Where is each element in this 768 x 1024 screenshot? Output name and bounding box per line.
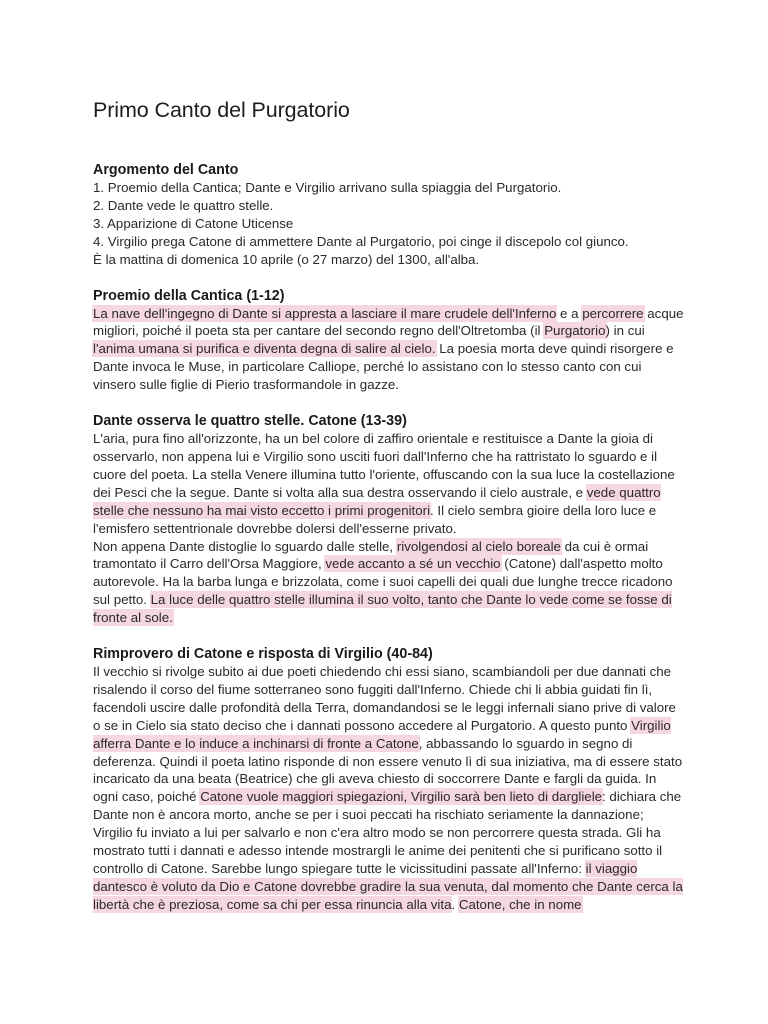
text-run: . <box>451 896 459 912</box>
highlighted-text: La nave dell'ingegno di Dante si appresta a lasciare il mare crudele dell'Inferno <box>93 305 557 321</box>
text-run: e a <box>556 305 583 321</box>
text-run: L'aria, pura fino all'orizzonte, ha un bel colore di zaffiro orientale e restituisce a Dante la gioia di osservarlo, non appena lui e Virgilio sono usciti fuori dall'Inferno che ha rattristato lo sguardo e il cuore del poeta. La stella Venere illumina tutto l'oriente, offuscando con la sua luce la costellazione dei Pesci che la segue. Dante si volta alla sua destra osservando il cielo australe, e <box>93 431 675 500</box>
section-body <box>93 663 685 914</box>
highlighted-text: Purgatorio <box>544 323 606 339</box>
section-rimprovero <box>93 645 685 914</box>
date-note: È la mattina di domenica 10 aprile (o 27 marzo) del 1300, all'alba. <box>93 251 480 267</box>
list-item: 1. Proemio della Cantica; Dante e Virgilio arrivano sulla spiaggia del Purgatorio. <box>93 180 562 195</box>
section-heading: Rimprovero di Catone e risposta di Virgilio (40-84) <box>93 646 433 663</box>
section-heading: Proemio della Cantica (1-12) <box>93 287 285 304</box>
text-run: da cui è ormai tramontato il Carro dell'Orsa Maggiore, <box>93 538 649 572</box>
text-run: Non appena Dante distoglie lo sguardo dalle stelle, <box>93 538 397 554</box>
highlighted-text: Virgilio afferra Dante e lo induce a inchinarsi di fronte a Catone <box>93 717 671 751</box>
section-heading: Dante osserva le quattro stelle. Catone (13-39) <box>93 413 407 430</box>
highlighted-text: il viaggio dantesco è voluto da Dio e Catone dovrebbe gradire la sua venuta, dal momento che Dante cerca la libertà che è preziosa, come sa chi per essa rinuncia alla vita <box>93 861 683 912</box>
highlighted-text: percorrere <box>582 305 644 321</box>
highlighted-text: vede quattro stelle che nessuno ha mai visto eccetto i primi progenitori <box>93 484 661 518</box>
text-run: . Il cielo sembra gioire della loro luce e l'emisfero settentrionale dovrebbe dolersi dell'esserne privato. <box>93 502 657 536</box>
highlighted-text: rivolgendosi al cielo boreale <box>396 538 561 554</box>
highlighted-text: vede accanto a sé un vecchio <box>325 556 501 572</box>
section-body <box>93 179 685 269</box>
highlighted-text: Catone, che in nome <box>458 896 582 912</box>
text-run: Il vecchio si rivolge subito ai due poeti chiedendo chi essi siano, scambiandoli per due dannati che risalendo il corso del fiume sotterraneo sono fuggiti dall'Inferno. Chiede chi li abbia guidati fin lì, facendoli uscire dalle profondità della Terra, domandandosi se le leggi infernali siano prive di valore o se in Cielo sia stato deciso che i dannati possono accedere al Purgatorio. A questo punto <box>93 664 676 733</box>
paragraph <box>93 663 685 914</box>
text-run: : dichiara che Dante non è ancora morto, anche se per i suoi peccati ha rischiato seriamente la dannazione; Virgilio fu inviato a lui per salvarlo e non c'era altro modo se non percorrere questa strada. Gli ha mostrato tutti i dannati e adesso intende mostrargli le anime dei penitenti che si purificano sotto il controllo di Catone. Sarebbe lungo spiegare tutte le vicissitudini passate all'Inferno: <box>93 789 682 876</box>
text-run: , abbassando lo sguardo in segno di deferenza. Quindi il poeta latino risponde di non essere venuto lì di sua iniziativa, ma di essere stato incaricato da una beata (Beatrice) che gli aveva chiesto di soccorrere Dante e fargli da guida. In ogni caso, poiché <box>93 735 683 805</box>
text-run: ) in cui <box>605 323 645 339</box>
list-item: 2. Dante vede le quattro stelle. <box>93 197 274 213</box>
section-body <box>93 305 685 395</box>
section-argomento <box>93 161 685 269</box>
section-heading: Argomento del Canto <box>93 162 239 178</box>
text-run: La poesia morta deve quindi risorgere e Dante invoca le Muse, in particolare Calliope, perché lo assistano con lo stesso canto con cui vinsero sulle figlie di Pierio trasformandole in gazze. <box>93 341 674 393</box>
paragraph <box>93 538 685 628</box>
list-item: 4. Virgilio prega Catone di ammettere Dante al Purgatorio, poi cinge il discepolo col giunco. <box>93 233 629 249</box>
paragraph <box>93 430 685 537</box>
text-run: acque migliori, poiché il poeta sta per cantare del secondo regno dell'Oltretomba (il <box>93 305 684 339</box>
section-quattro-stelle <box>93 412 685 627</box>
list-item: 3. Apparizione di Catone Uticense <box>93 215 294 231</box>
text-run: (Catone) dall'aspetto molto autorevole. Ha la barba lunga e brizzolata, come i suoi capelli dei quali due lunghe trecce ricadono sul petto. <box>93 556 673 608</box>
section-body <box>93 430 685 627</box>
highlighted-text: l'anima umana si purifica e diventa degna di salire al cielo. <box>93 341 436 357</box>
document-content <box>93 96 685 932</box>
paragraph <box>93 305 685 395</box>
highlighted-text: Catone vuole maggiori spiegazioni, Virgilio sarà ben lieto di dargliele <box>200 789 603 805</box>
page-title: Primo Canto del Purgatorio <box>93 98 350 122</box>
highlighted-text: La luce delle quattro stelle illumina il suo volto, tanto che Dante lo vede come se fosse di fronte al sole. <box>93 592 672 626</box>
section-proemio <box>93 287 685 395</box>
